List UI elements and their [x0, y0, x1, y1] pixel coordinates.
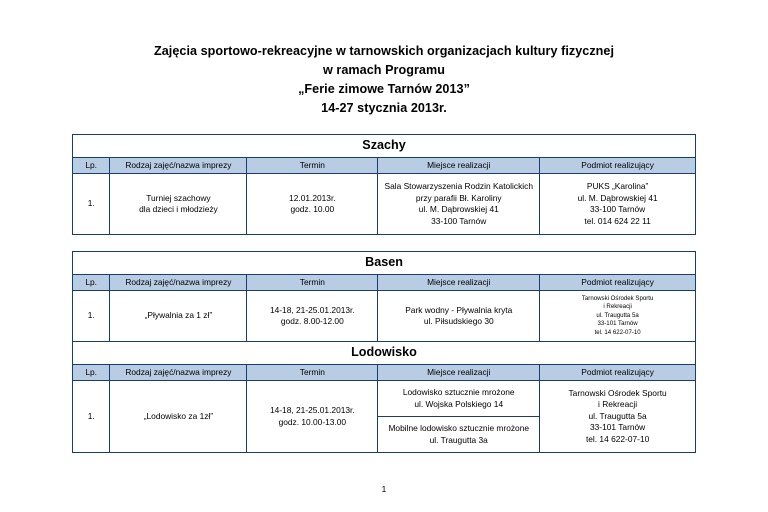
cell-line: godz. 8.00-12.00	[280, 316, 344, 326]
cell-line: Sala Stowarzyszenia Rodzin Katolickich	[384, 181, 533, 191]
column-header-miejsce: Miejsce realizacji	[378, 157, 540, 174]
section-table-basen-lodowisko	[72, 251, 696, 453]
section-title-lodowisko: Lodowisko	[73, 342, 696, 365]
cell-lp: 1.	[73, 381, 110, 453]
column-header-rodzaj: Rodzaj zajęć/nazwa imprezy	[110, 157, 247, 174]
cell-line: Lodowisko sztucznie mrożone	[402, 387, 515, 397]
cell-line: 33-100 Tarnów	[589, 204, 646, 214]
cell-line: 33-101 Tarnów	[589, 422, 646, 433]
cell-line: ul. Piłsudskiego 30	[423, 316, 494, 326]
cell-line: dla dzieci i młodzieży	[139, 204, 218, 214]
cell-line: i Rekreacji	[598, 399, 638, 410]
cell-line: godz. 10.00-13.00	[278, 416, 347, 427]
title-line-2: w ramach Programu	[323, 63, 445, 77]
page-number: 1	[381, 484, 387, 494]
cell-termin	[247, 174, 378, 235]
cell-line: tel. 14 622-07-10	[585, 433, 650, 444]
cell-miejsce-part-2	[378, 416, 539, 452]
spacer-mid	[72, 235, 696, 251]
title-line-3: „Ferie zimowe Tarnów 2013”	[298, 82, 470, 96]
cell-line: ul. Traugutta 3a	[429, 434, 488, 445]
column-header-lp: Lp.	[73, 364, 110, 381]
table-row	[73, 174, 696, 235]
cell-line: ul. Traugutta 5a	[588, 410, 647, 421]
cell-podmiot	[540, 174, 696, 235]
section-title-row	[73, 252, 696, 275]
cell-line: 33-101 Tarnów	[597, 320, 638, 328]
cell-podmiot	[540, 291, 696, 342]
cell-lp: 1.	[73, 174, 110, 235]
cell-rodzaj	[110, 291, 247, 342]
document-title	[72, 0, 696, 118]
cell-line: Tarnowski Ośrodek Sportu	[581, 294, 654, 302]
cell-line: 33-100 Tarnów	[431, 215, 487, 226]
column-header-termin: Termin	[247, 274, 378, 291]
cell-line: „Lodowisko za 1zł”	[143, 410, 214, 421]
cell-termin	[247, 291, 378, 342]
cell-line: przy parafii Bł. Karoliny	[415, 192, 502, 203]
cell-line: ul. Traugutta 5a	[596, 311, 639, 319]
column-header-rodzaj: Rodzaj zajęć/nazwa imprezy	[110, 274, 247, 291]
table-row	[73, 381, 696, 453]
title-line-1: Zajęcia sportowo-rekreacyjne w tarnowskich organizacjach kultury fizycznej	[153, 44, 615, 58]
section-title-row	[73, 135, 696, 158]
cell-miejsce	[378, 291, 540, 342]
cell-termin	[247, 381, 378, 453]
column-header-termin: Termin	[247, 364, 378, 381]
table-header-row	[73, 274, 696, 291]
table-row	[73, 291, 696, 342]
column-header-miejsce: Miejsce realizacji	[378, 274, 540, 291]
cell-rodzaj	[110, 381, 247, 453]
cell-miejsce	[378, 381, 540, 453]
cell-line: 14-18, 21-25.01.2013r.	[269, 405, 355, 415]
cell-line: ul. Wojska Polskiego 14	[414, 398, 504, 409]
section-title-basen: Basen	[73, 252, 696, 275]
cell-line: ul. M. Dąbrowskiej 41	[577, 192, 658, 203]
cell-line: 14-18, 21-25.01.2013r.	[269, 304, 355, 315]
cell-miejsce-part-1	[378, 381, 539, 416]
column-header-podmiot: Podmiot realizujący	[540, 157, 696, 174]
column-header-podmiot: Podmiot realizujący	[540, 364, 696, 381]
cell-line: Turniej szachowy	[146, 192, 211, 203]
cell-miejsce	[378, 174, 540, 235]
cell-line: tel. 014 624 22 11	[584, 215, 651, 226]
table-header-row	[73, 364, 696, 381]
column-header-termin: Termin	[247, 157, 378, 174]
cell-line: Park wodny - Pływalnia kryta	[405, 304, 513, 315]
cell-rodzaj	[110, 174, 247, 235]
title-line-4: 14-27 stycznia 2013r.	[321, 101, 447, 115]
column-header-lp: Lp.	[73, 157, 110, 174]
section-title-szachy: Szachy	[73, 135, 696, 158]
column-header-rodzaj: Rodzaj zajęć/nazwa imprezy	[110, 364, 247, 381]
cell-line: 12.01.2013r.	[289, 192, 336, 203]
cell-line: PUKS „Karolina”	[586, 181, 649, 191]
column-header-podmiot: Podmiot realizujący	[540, 274, 696, 291]
cell-line: ul. M. Dąbrowskiej 41	[418, 204, 499, 214]
column-header-miejsce: Miejsce realizacji	[378, 364, 540, 381]
cell-podmiot	[540, 381, 696, 453]
cell-line: Mobilne lodowisko sztucznie mrożone	[388, 423, 530, 433]
cell-line: i Rekreacji	[603, 303, 632, 311]
column-header-lp: Lp.	[73, 274, 110, 291]
section-table-szachy	[72, 134, 696, 235]
cell-line: tel. 14 622-07-10	[594, 328, 641, 336]
table-header-row	[73, 157, 696, 174]
spacer-top	[72, 118, 696, 134]
cell-line: Tarnowski Ośrodek Sportu	[568, 387, 667, 398]
cell-line: „Pływalnia za 1 zł”	[144, 310, 213, 321]
section-title-row	[73, 342, 696, 365]
cell-lp: 1.	[73, 291, 110, 342]
cell-line: godz. 10.00	[290, 204, 335, 214]
